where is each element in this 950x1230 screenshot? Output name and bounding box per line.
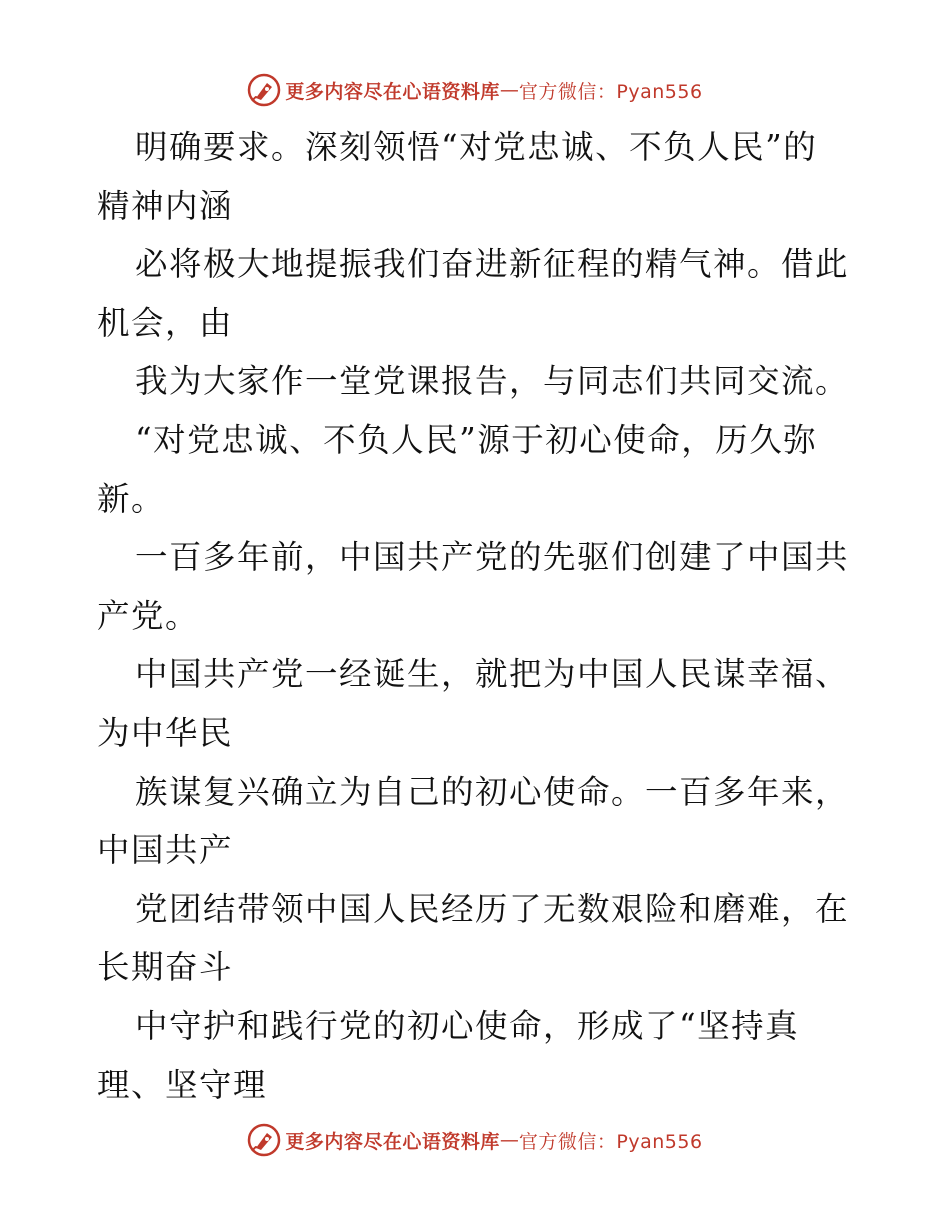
text-line: 中守护和践行党的初心使命，形成了“坚持真 <box>135 1006 800 1045</box>
banner-wechat-text: 官方微信：Pyan556 <box>518 1130 703 1153</box>
pen-nib-logo-icon <box>247 1123 281 1157</box>
body-text <box>97 118 857 1114</box>
text-line: 我为大家作一堂党课报告，与同志们共同交流。 <box>135 362 850 401</box>
text-line: 新。 <box>97 479 166 518</box>
text-line: 产党。 <box>97 596 200 635</box>
header-banner <box>0 70 950 110</box>
banner-main-text: 更多内容尽在心语资料库 <box>285 1130 500 1153</box>
text-line: 中国共产 <box>97 831 234 870</box>
text-line: 一百多年前，中国共产党的先驱们创建了中国共 <box>135 538 850 577</box>
text-line: 理、坚守理 <box>97 1065 268 1104</box>
banner-dash: — <box>499 1129 519 1151</box>
text-line: 机会，由 <box>97 303 234 342</box>
text-line: 精神内涵 <box>97 186 234 225</box>
text-line: 明确要求。深刻领悟“对党忠诚、不负人民”的 <box>135 128 818 166</box>
text-line: 必将极大地提振我们奋进新征程的精气神。借此 <box>135 245 850 284</box>
text-line: 为中华民 <box>97 713 234 752</box>
pen-nib-logo-icon <box>247 73 281 107</box>
banner-wechat-text: 官方微信：Pyan556 <box>518 80 703 103</box>
footer-banner <box>0 1120 950 1160</box>
banner-main-text: 更多内容尽在心语资料库 <box>285 80 500 103</box>
text-line: 中国共产党一经诞生，就把为中国人民谋幸福、 <box>135 655 850 694</box>
text-line: 长期奋斗 <box>97 948 234 987</box>
text-line: “对党忠诚、不负人民”源于初心使命，历久弥 <box>135 420 818 459</box>
text-line: 族谋复兴确立为自己的初心使命。一百多年来， <box>135 772 850 811</box>
banner-dash: — <box>499 79 519 101</box>
text-line: 党团结带领中国人民经历了无数艰险和磨难，在 <box>135 889 850 928</box>
